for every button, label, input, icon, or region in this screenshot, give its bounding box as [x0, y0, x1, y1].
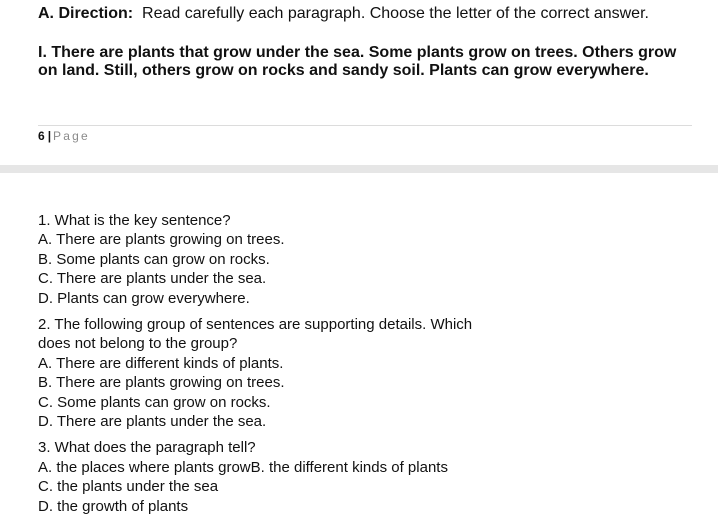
answer-option: C. the plants under the sea — [38, 478, 219, 496]
question-text: does not belong to the group? — [38, 335, 238, 353]
page-footer — [38, 129, 90, 143]
question-3 — [38, 438, 698, 516]
footer-divider — [38, 125, 692, 126]
page-separator: | — [47, 129, 52, 143]
reading-paragraph: I. There are plants that grow under the sea. Some plants grow on trees. Others grow on land. Still, others grow on rocks and sandy soil. Plants can grow everywhere. — [38, 44, 677, 79]
answer-option: D. the growth of plants — [38, 497, 189, 515]
answer-option: A. There are plants growing on trees. — [38, 231, 285, 249]
answer-option: D. There are plants under the sea. — [38, 413, 267, 431]
answer-option: A. the places where plants growB. the different kinds of plants — [38, 458, 448, 476]
answer-option: D. Plants can grow everywhere. — [38, 289, 250, 307]
direction-line — [38, 5, 649, 23]
question-text: 3. What does the paragraph tell? — [38, 439, 256, 457]
page-number: 6 — [38, 129, 45, 143]
question-1 — [38, 211, 698, 308]
page-word: Page — [53, 129, 90, 143]
answer-option: B. There are plants growing on trees. — [38, 374, 285, 392]
answer-option: B. Some plants can grow on rocks. — [38, 250, 270, 268]
answer-option: A. There are different kinds of plants. — [38, 354, 284, 372]
direction-text: Read carefully each paragraph. Choose the letter of the correct answer. — [142, 5, 649, 22]
document-page-top — [0, 0, 718, 165]
question-text: 1. What is the key sentence? — [38, 212, 231, 229]
questions-section — [38, 211, 698, 523]
page-gap — [0, 165, 718, 173]
question-2 — [38, 315, 698, 431]
question-text: 2. The following group of sentences are supporting details. Which — [38, 316, 473, 334]
answer-option: C. There are plants under the sea. — [38, 270, 267, 288]
direction-label: A. Direction: — [38, 5, 134, 22]
answer-option: C. Some plants can grow on rocks. — [38, 393, 271, 411]
